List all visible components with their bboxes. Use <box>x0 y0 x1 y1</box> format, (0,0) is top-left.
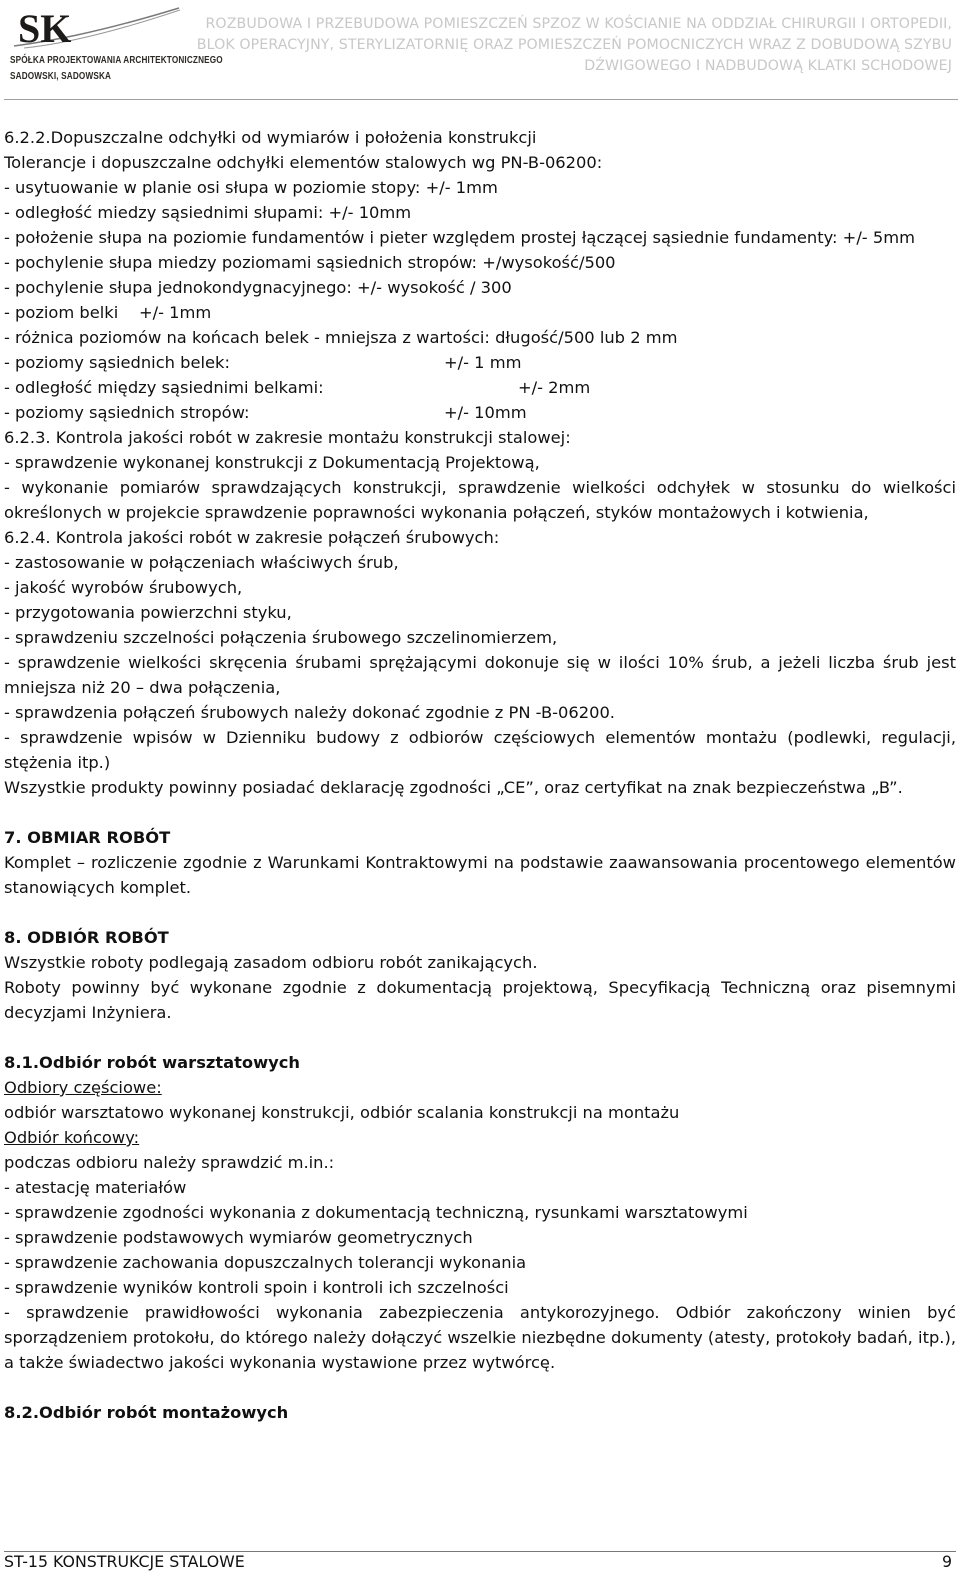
bolt-check-item: - przygotowania powierzchni styku, <box>4 603 292 622</box>
section-6-2-3-title: 6.2.3. Kontrola jakości robót w zakresie montażu konstrukcji stalowej: <box>4 428 571 447</box>
partial-acceptance-text: odbiór warsztatowo wykonanej konstrukcji, odbiór scalania konstrukcji na montażu <box>4 1103 680 1122</box>
bolt-check-item: - sprawdzenie wielkości skręcenia śrubami sprężającymi dokonuje się w ilości 10% śrub, a jeżeli liczba śrub jest mniejsza niż 20 – dwa połączenia, <box>4 653 956 697</box>
check-item: - wykonanie pomiarów sprawdzających konstrukcji, sprawdzenie wielkości odchyłek w stosunku do wielkości określonych w projekcie sprawdzenie poprawności wykonania połączeń, styków montażowych i kotwienia, <box>4 478 956 522</box>
bolt-check-item: - zastosowanie w połączeniach właściwych śrub, <box>4 553 399 572</box>
section-8-1-title: 8.1.Odbiór robót warsztatowych <box>4 1053 301 1072</box>
section-8-title: 8. ODBIÓR ROBÓT <box>4 928 169 947</box>
tolerance-item: - różnica poziomów na końcach belek - mniejsza z wartości: długość/500 lub 2 mm <box>4 328 678 347</box>
final-check-item: - sprawdzenie wyników kontroli spoin i kontroli ich szczelności <box>4 1278 509 1297</box>
tolerance-item: - poziom belki +/- 1mm <box>4 303 212 322</box>
final-check-item: - sprawdzenie zachowania dopuszczalnych tolerancji wykonania <box>4 1253 527 1272</box>
bolt-check-item: - sprawdzenia połączeń śrubowych należy dokonać zgodnie z PN -B-06200. <box>4 703 615 722</box>
tolerance-item <box>4 375 956 400</box>
logo-sk-mark <box>4 4 184 54</box>
section-6-2-2-title: 6.2.2.Dopuszczalne odchyłki od wymiarów i położenia konstrukcji <box>4 128 537 147</box>
final-check-item: - sprawdzenie prawidłowości wykonania zabezpieczenia antykorozyjnego. Odbiór zakończony winien być sporządzeniem protokołu, do którego należy dołączyć wszelkie niezbędne dokumenty (atesty, protokoły badań, itp.), a także świadectwo jakości wykonania wystawione przez wytwórcę. <box>4 1303 956 1372</box>
section-8-text: Roboty powinny być wykonane zgodnie z dokumentacją projektową, Specyfikacją Techniczną oraz pisemnymi decyzjami Inżyniera. <box>4 978 956 1022</box>
tolerance-item: - pochylenie słupa miedzy poziomami sąsiednich stropów: +/wysokość/500 <box>4 253 616 272</box>
section-8-text: Wszystkie roboty podlegają zasadom odbioru robót zanikających. <box>4 953 538 972</box>
tolerance-item: - odległość miedzy sąsiednimi słupami: +/- 10mm <box>4 203 412 222</box>
footer-spec-name: ST-15 KONSTRUKCJE STALOWE <box>4 1552 245 1571</box>
tolerance-item: - pochylenie słupa jednokondygnacyjnego: +/- wysokość / 300 <box>4 278 512 297</box>
page-header <box>0 0 960 100</box>
header-divider <box>4 99 958 100</box>
final-check-item: - atestację materiałów <box>4 1178 187 1197</box>
tolerance-item <box>4 400 956 425</box>
document-body <box>4 125 956 1425</box>
tolerance-label: - poziomy sąsiednich stropów: <box>4 403 250 422</box>
bolt-check-item: - jakość wyrobów śrubowych, <box>4 578 243 597</box>
tolerances-intro: Tolerancje i dopuszczalne odchyłki elementów stalowych wg PN-B-06200: <box>4 153 603 172</box>
check-item: - sprawdzenie wykonanej konstrukcji z Dokumentacją Projektową, <box>4 453 540 472</box>
section-7-text: Komplet – rozliczenie zgodnie z Warunkami Kontraktowymi na podstawie zaawansowania procentowego elementów stanowiących komplet. <box>4 853 956 897</box>
section-7-title: 7. OBMIAR ROBÓT <box>4 828 171 847</box>
bolt-check-item: - sprawdzeniu szczelności połączenia śrubowego szczelinomierzem, <box>4 628 558 647</box>
logo-company-name: SPÓŁKA PROJEKTOWANIA ARCHITEKTONICZNEGO <box>10 54 223 66</box>
section-6-2-4-title: 6.2.4. Kontrola jakości robót w zakresie połączeń śrubowych: <box>4 528 500 547</box>
tolerance-item: - położenie słupa na poziomie fundamentów i pieter względem prostej łączącej sąsiednie fundamenty: +/- 5mm <box>4 228 915 247</box>
company-logo <box>4 4 223 90</box>
partial-acceptance-label: Odbiory częściowe: <box>4 1078 162 1097</box>
logo-sk-text: SK <box>18 6 72 51</box>
tolerance-item: - usytuowanie w planie osi słupa w poziomie stopy: +/- 1mm <box>4 178 498 197</box>
final-acceptance-label: Odbiór końcowy: <box>4 1128 140 1147</box>
bolt-check-item: - sprawdzenie wpisów w Dzienniku budowy z odbiorów częściowych elementów montażu (podlewki, regulacji, stężenia itp.) <box>4 728 956 772</box>
page-number: 9 <box>941 1552 952 1571</box>
tolerance-value: +/- 10mm <box>444 403 527 422</box>
tolerance-label: - odległość między sąsiednimi belkami: <box>4 378 324 397</box>
project-title: ROZBUDOWA I PRZEBUDOWA POMIESZCZEŃ SPZOZ W KOŚCIANIE NA ODDZIAŁ CHIRURGII I ORTOPEDII, BLOK OPERACYJNY, STERYLIZATORNIĘ ORAZ POMIESZCZEŃ POMOCNICZYCH WRAZ Z DOBUDOWĄ SZYBU DŹWIGOWEGO I NADBUDOWĄ KLATKI SCHODOWEJ <box>196 16 952 74</box>
tolerance-value: +/- 2mm <box>518 378 591 397</box>
tolerance-label: - poziomy sąsiednich belek: <box>4 353 230 372</box>
final-check-item: - sprawdzenie podstawowych wymiarów geometrycznych <box>4 1228 473 1247</box>
tolerance-item <box>4 350 956 375</box>
section-8-2-title: 8.2.Odbiór robót montażowych <box>4 1403 289 1422</box>
tolerance-value: +/- 1 mm <box>444 353 522 372</box>
final-check-item: - sprawdzenie zgodności wykonania z dokumentacją techniczną, rysunkami warsztatowymi <box>4 1203 748 1222</box>
final-acceptance-intro: podczas odbioru należy sprawdzić m.in.: <box>4 1153 335 1172</box>
certification-note: Wszystkie produkty powinny posiadać deklarację zgodności „CE”, oraz certyfikat na znak bezpieczeństwa „B”. <box>4 778 903 797</box>
logo-owners: SADOWSKI, SADOWSKA <box>10 70 112 82</box>
